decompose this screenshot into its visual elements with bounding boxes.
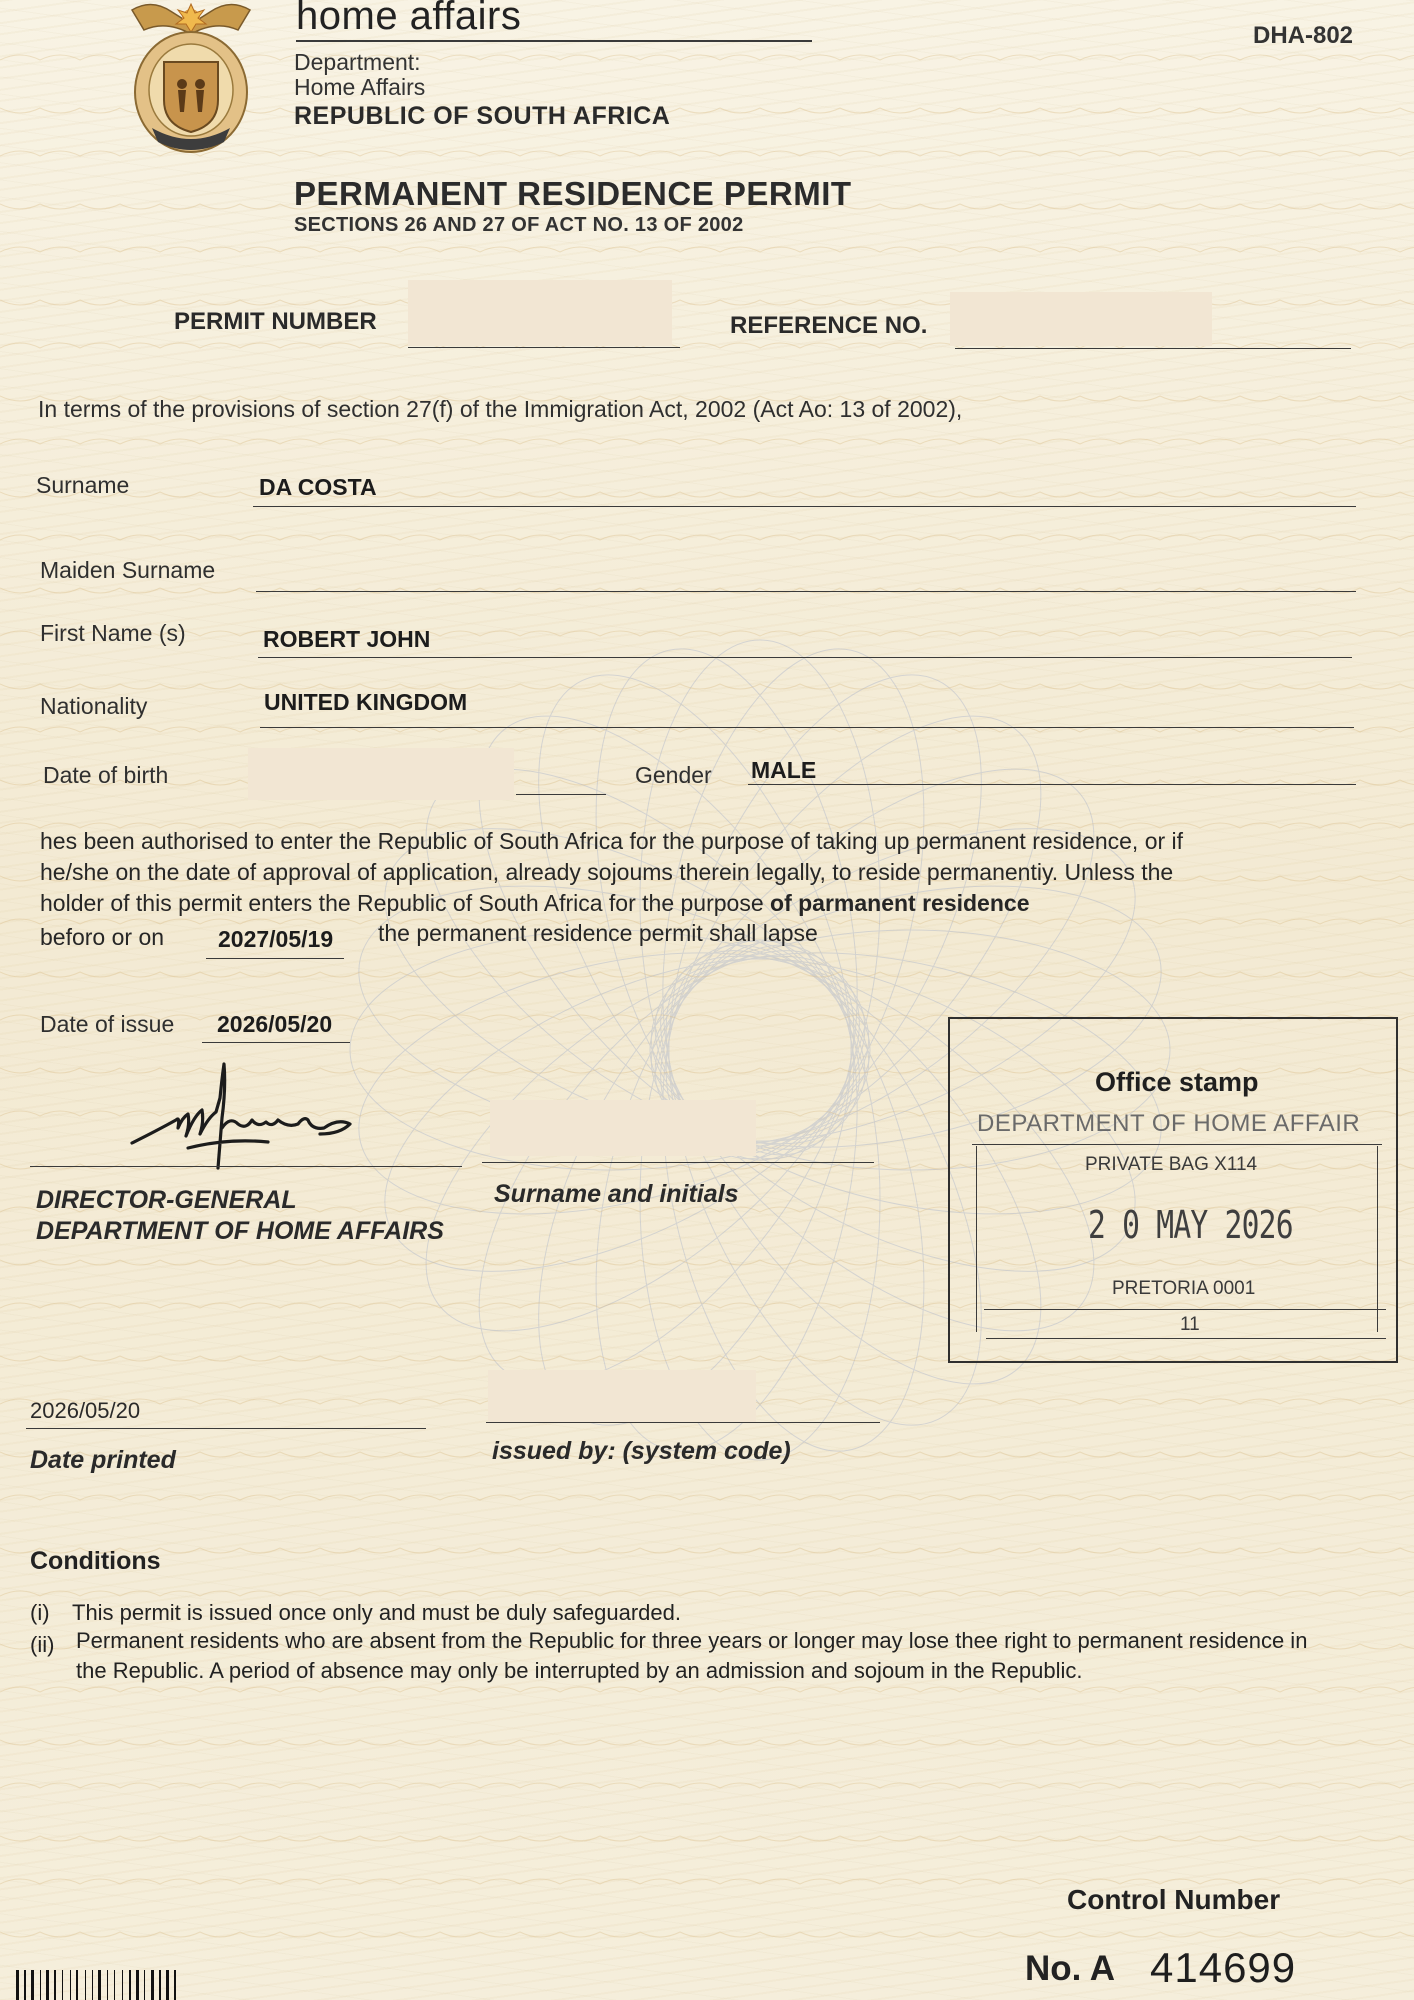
- date-printed-label: Date printed: [30, 1446, 176, 1474]
- date-of-birth-line: [516, 794, 606, 795]
- system-code-line: [486, 1422, 880, 1423]
- stamp-date: 2 0 MAY 2026: [1088, 1203, 1293, 1247]
- signature-line: [30, 1166, 462, 1167]
- office-stamp-heading: Office stamp: [1095, 1067, 1259, 1097]
- form-code: DHA-802: [1253, 22, 1354, 49]
- date-of-issue-line: [202, 1042, 350, 1043]
- date-of-birth-label: Date of birth: [43, 762, 169, 788]
- brand-name: home affairs: [296, 0, 522, 38]
- first-names-value: ROBERT JOHN: [263, 626, 431, 652]
- date-of-issue-value: 2026/05/20: [217, 1011, 333, 1037]
- stamp-left-line: [976, 1146, 977, 1332]
- condition-2-text-line-2: the Republic. A period of absence may only be interrupted by an admission and sojoum in the Republic.: [76, 1658, 1083, 1683]
- brand-underline: [296, 40, 812, 42]
- date-printed-line: [26, 1428, 426, 1429]
- date-of-issue-label: Date of issue: [40, 1011, 175, 1037]
- gender-line: [748, 784, 1356, 785]
- gender-label: Gender: [635, 762, 712, 788]
- stamp-code: 11: [1180, 1314, 1200, 1335]
- document-title: PERMANENT RESIDENCE PERMIT: [294, 175, 852, 212]
- director-general-title: DIRECTOR-GENERAL: [36, 1186, 297, 1214]
- nationality-line: [260, 727, 1354, 728]
- authorisation-line-3: [40, 888, 1029, 919]
- date-printed-value: 2026/05/20: [30, 1398, 141, 1423]
- department-name: Home Affairs: [294, 74, 426, 100]
- stamp-mid-line: [984, 1309, 1386, 1310]
- document-subtitle: SECTIONS 26 AND 27 OF ACT NO. 13 OF 2002: [294, 214, 744, 236]
- lapse-suffix: the permanent residence permit shall lapse: [378, 920, 818, 946]
- surname-line: [253, 506, 1356, 507]
- authorisation-line-3-bold: of parmanent residence: [770, 890, 1030, 916]
- lapse-prefix: beforo or on: [40, 924, 165, 950]
- system-code-redaction: [488, 1370, 756, 1422]
- reference-number-redaction: [950, 292, 1212, 346]
- control-number-value: 414699: [1150, 1944, 1297, 1991]
- authorisation-line-1: hes been authorised to enter the Republic of South Africa for the purpose of taking up permanent residence, or if: [40, 828, 1184, 854]
- surname-value: DA COSTA: [259, 474, 377, 500]
- nationality-value: UNITED KINGDOM: [264, 689, 468, 715]
- surname-label: Surname: [36, 472, 130, 498]
- conditions-title: Conditions: [30, 1547, 161, 1575]
- maiden-surname-label: Maiden Surname: [40, 557, 216, 583]
- surname-initials-redaction: [490, 1100, 756, 1156]
- surname-initials-line: [482, 1162, 874, 1163]
- department-label: Department:: [294, 49, 421, 75]
- stamp-right-line: [1377, 1146, 1378, 1332]
- lapse-date-line: [206, 958, 344, 959]
- barcode-icon: [16, 1970, 278, 2000]
- condition-2-number: (ii): [30, 1632, 55, 1657]
- authorisation-line-2: he/she on the date of approval of application, already sojoums therein legally, to reside permanentiy. Unless the: [40, 859, 1174, 885]
- lapse-date: 2027/05/19: [218, 926, 334, 952]
- intro-text: In terms of the provisions of section 27(f) of the Immigration Act, 2002 (Act Ao: 13 of 2002),: [38, 396, 963, 422]
- stamp-city: PRETORIA 0001: [1112, 1278, 1256, 1299]
- first-names-label: First Name (s): [40, 620, 186, 646]
- stamp-bottom-line: [986, 1338, 1386, 1339]
- surname-initials-label: Surname and initials: [494, 1180, 739, 1208]
- maiden-surname-line: [256, 591, 1356, 592]
- country-name: REPUBLIC OF SOUTH AFRICA: [294, 102, 671, 130]
- stamp-department: DEPARTMENT OF HOME AFFAIR: [977, 1110, 1361, 1137]
- authorisation-line-3-text: holder of this permit enters the Republic of South Africa for the purpose: [40, 890, 771, 916]
- condition-2-text-line-1: Permanent residents who are absent from the Republic for three years or longer may lose thee right to permanent residence in: [76, 1628, 1308, 1653]
- permit-number-line: [408, 347, 680, 348]
- reference-number-line: [955, 348, 1351, 349]
- reference-number-label: REFERENCE NO.: [730, 312, 928, 339]
- director-signature: [128, 1058, 398, 1178]
- stamp-private-bag: PRIVATE BAG X114: [1085, 1154, 1258, 1175]
- permit-number-redaction: [408, 280, 672, 346]
- issued-by-label: issued by: (system code): [492, 1437, 791, 1465]
- coat-of-arms-icon: [112, 0, 270, 160]
- condition-1-text: This permit is issued once only and must be duly safeguarded.: [72, 1600, 681, 1625]
- control-number-label: Control Number: [1067, 1884, 1281, 1915]
- department-signatory: DEPARTMENT OF HOME AFFAIRS: [36, 1217, 444, 1245]
- nationality-label: Nationality: [40, 693, 148, 719]
- permit-number-label: PERMIT NUMBER: [174, 308, 377, 335]
- gender-value: MALE: [751, 757, 817, 783]
- date-of-birth-redaction: [248, 748, 514, 800]
- stamp-top-line: [972, 1144, 1382, 1145]
- first-names-line: [258, 657, 1352, 658]
- condition-1-number: (i): [30, 1600, 50, 1625]
- control-number-prefix: No. A: [1025, 1949, 1116, 1988]
